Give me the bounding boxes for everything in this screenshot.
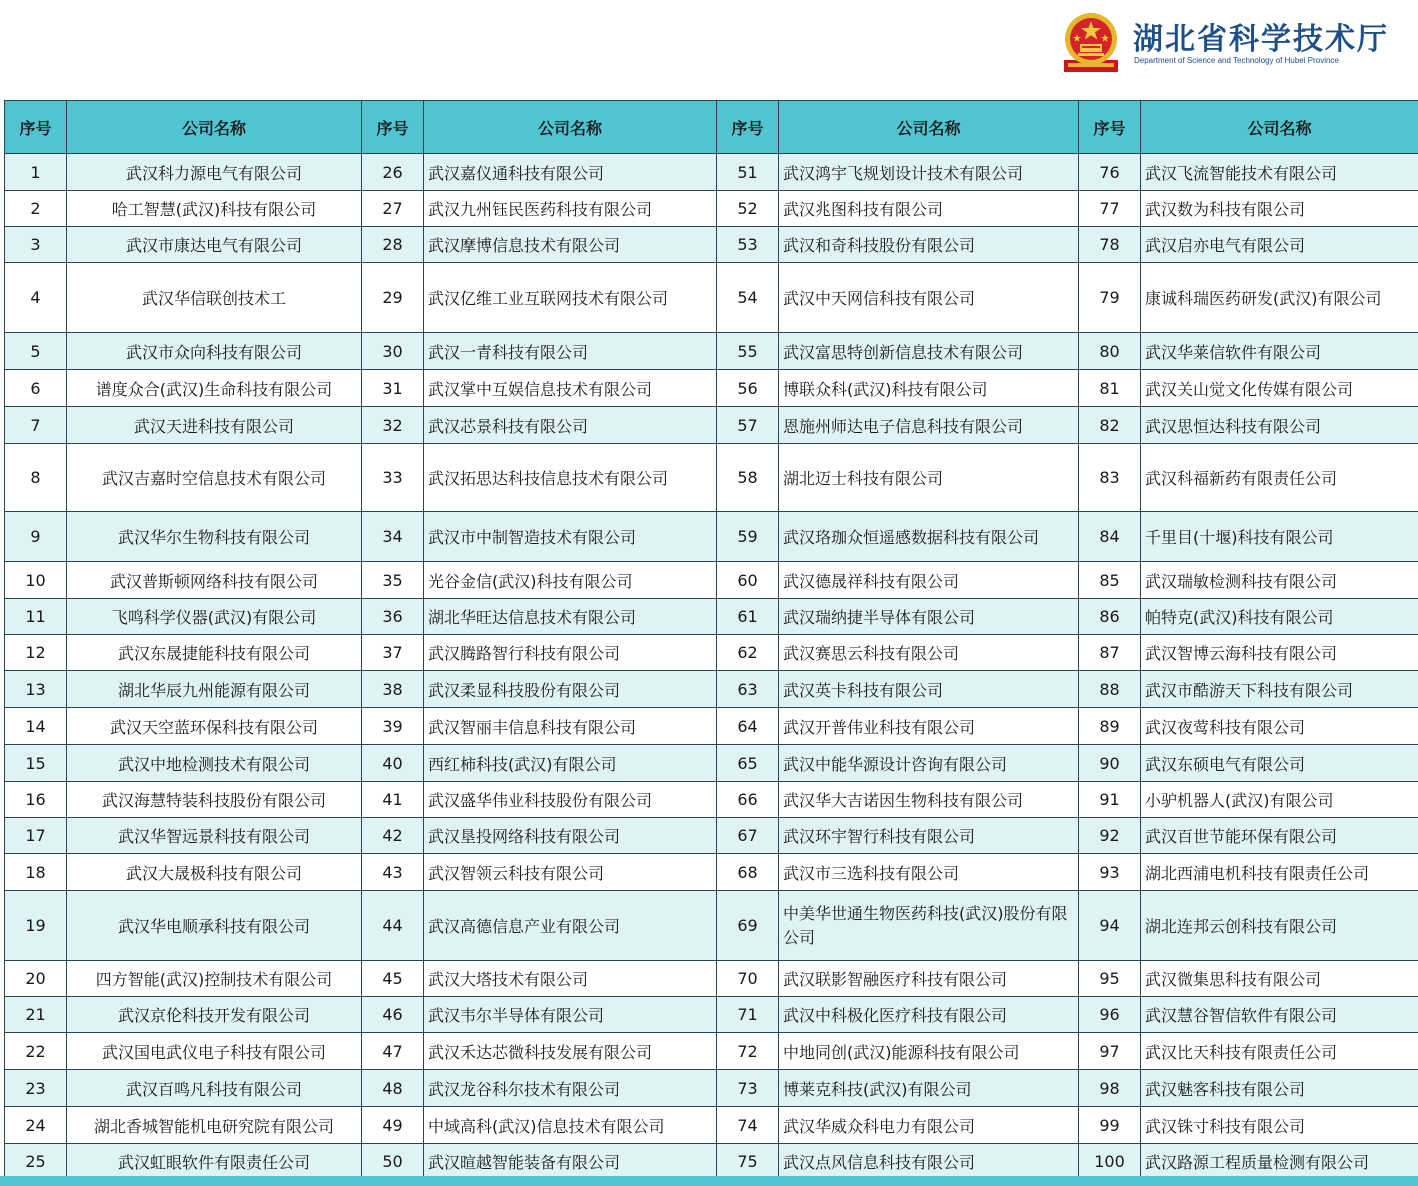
company-name-cell: 武汉环宇智行科技有限公司 [779,818,1079,854]
footer-bar [0,1176,1418,1186]
serial-number-cell: 82 [1079,407,1141,444]
serial-number-cell: 62 [717,635,779,671]
table-row [5,745,1418,782]
serial-number-cell: 31 [362,370,424,407]
company-name-cell: 博联众科(武汉)科技有限公司 [779,370,1079,407]
serial-number-cell: 54 [717,263,779,333]
serial-number-cell: 22 [5,1033,67,1070]
serial-number-cell: 85 [1079,562,1141,599]
serial-number-cell: 15 [5,745,67,782]
company-name-cell: 武汉腾路智行科技有限公司 [424,635,717,671]
serial-number-cell: 17 [5,818,67,854]
serial-number-cell: 5 [5,333,67,370]
serial-number-cell: 90 [1079,745,1141,782]
serial-number-cell: 78 [1079,227,1141,263]
serial-number-cell: 79 [1079,263,1141,333]
serial-number-cell: 46 [362,997,424,1033]
serial-number-cell: 36 [362,599,424,635]
company-name-cell: 武汉华莱信软件有限公司 [1141,333,1418,370]
serial-number-cell: 27 [362,191,424,227]
serial-number-cell: 40 [362,745,424,782]
serial-number-cell: 8 [5,444,67,512]
company-name-cell: 武汉龙谷科尔技术有限公司 [424,1070,717,1107]
serial-number-cell: 77 [1079,191,1141,227]
company-name-cell: 武汉市众向科技有限公司 [67,333,362,370]
company-name-cell: 恩施州师达电子信息科技有限公司 [779,407,1079,444]
company-name-cell: 武汉华信联创技术工 [67,263,362,333]
company-name-cell: 武汉点风信息科技有限公司 [779,1144,1079,1179]
company-name-cell: 武汉海慧特装科技股份有限公司 [67,782,362,818]
serial-number-cell: 4 [5,263,67,333]
serial-number-cell: 53 [717,227,779,263]
company-name-cell: 武汉中科极化医疗科技有限公司 [779,997,1079,1033]
company-name-cell: 武汉一青科技有限公司 [424,333,717,370]
serial-number-cell: 33 [362,444,424,512]
company-name-cell: 武汉九州钰民医药科技有限公司 [424,191,717,227]
serial-number-cell: 80 [1079,333,1141,370]
serial-number-cell: 24 [5,1107,67,1144]
company-name-cell: 武汉瑞敏检测科技有限公司 [1141,562,1418,599]
national-emblem-icon [1060,10,1122,76]
serial-number-cell: 13 [5,671,67,708]
serial-number-cell: 38 [362,671,424,708]
serial-number-cell: 25 [5,1144,67,1179]
serial-number-cell: 28 [362,227,424,263]
table-row [5,635,1418,671]
company-name-cell: 武汉和奇科技股份有限公司 [779,227,1079,263]
company-name-cell: 武汉天空蓝环保科技有限公司 [67,708,362,745]
company-name-cell: 湖北华旺达信息技术有限公司 [424,599,717,635]
table-row [5,154,1418,191]
company-name-cell: 武汉虹眼软件有限责任公司 [67,1144,362,1179]
serial-number-cell: 20 [5,961,67,997]
company-name-cell: 武汉赛思云科技有限公司 [779,635,1079,671]
serial-number-cell: 32 [362,407,424,444]
company-name-cell: 武汉韦尔半导体有限公司 [424,997,717,1033]
serial-number-cell: 39 [362,708,424,745]
serial-number-cell: 23 [5,1070,67,1107]
table-row [5,997,1418,1033]
company-name-cell: 武汉数为科技有限公司 [1141,191,1418,227]
company-name-cell: 武汉大晟极科技有限公司 [67,854,362,891]
company-name-cell: 武汉盛华伟业科技股份有限公司 [424,782,717,818]
table-row [5,407,1418,444]
company-name-cell: 武汉暄越智能装备有限公司 [424,1144,717,1179]
serial-number-cell: 91 [1079,782,1141,818]
serial-number-cell: 29 [362,263,424,333]
serial-number-cell: 61 [717,599,779,635]
serial-number-cell: 68 [717,854,779,891]
serial-number-cell: 95 [1079,961,1141,997]
serial-number-cell: 52 [717,191,779,227]
serial-number-cell: 92 [1079,818,1141,854]
table-row [5,1107,1418,1144]
serial-number-cell: 96 [1079,997,1141,1033]
company-name-cell: 武汉市三选科技有限公司 [779,854,1079,891]
table-row [5,961,1418,997]
table-row [5,854,1418,891]
serial-number-cell: 89 [1079,708,1141,745]
table-row [5,191,1418,227]
table-row [5,671,1418,708]
serial-number-cell: 41 [362,782,424,818]
table-row [5,227,1418,263]
column-header-company: 公司名称 [424,101,717,154]
company-name-cell: 武汉微集思科技有限公司 [1141,961,1418,997]
company-name-cell: 武汉市康达电气有限公司 [67,227,362,263]
company-name-cell: 武汉英卡科技有限公司 [779,671,1079,708]
serial-number-cell: 9 [5,512,67,562]
company-name-cell: 武汉开普伟业科技有限公司 [779,708,1079,745]
serial-number-cell: 55 [717,333,779,370]
company-name-cell: 武汉垦投网络科技有限公司 [424,818,717,854]
column-header-serial: 序号 [362,101,424,154]
company-name-cell: 武汉德晟祥科技有限公司 [779,562,1079,599]
table-row [5,1144,1418,1179]
serial-number-cell: 1 [5,154,67,191]
serial-number-cell: 99 [1079,1107,1141,1144]
serial-number-cell: 73 [717,1070,779,1107]
company-name-cell: 武汉华威众科电力有限公司 [779,1107,1079,1144]
serial-number-cell: 2 [5,191,67,227]
column-header-company: 公司名称 [67,101,362,154]
serial-number-cell: 65 [717,745,779,782]
table-row [5,708,1418,745]
serial-number-cell: 16 [5,782,67,818]
company-name-cell: 哈工智慧(武汉)科技有限公司 [67,191,362,227]
serial-number-cell: 64 [717,708,779,745]
serial-number-cell: 72 [717,1033,779,1070]
company-name-cell: 武汉百世节能环保有限公司 [1141,818,1418,854]
company-name-cell: 四方智能(武汉)控制技术有限公司 [67,961,362,997]
serial-number-cell: 87 [1079,635,1141,671]
serial-number-cell: 86 [1079,599,1141,635]
column-header-serial: 序号 [5,101,67,154]
company-name-cell: 武汉夜莺科技有限公司 [1141,708,1418,745]
company-name-cell: 武汉思恒达科技有限公司 [1141,407,1418,444]
company-name-cell: 湖北香城智能机电研究院有限公司 [67,1107,362,1144]
company-name-cell: 武汉高德信息产业有限公司 [424,891,717,961]
serial-number-cell: 6 [5,370,67,407]
serial-number-cell: 60 [717,562,779,599]
company-name-cell: 武汉京伦科技开发有限公司 [67,997,362,1033]
column-header-company: 公司名称 [779,101,1079,154]
serial-number-cell: 43 [362,854,424,891]
company-name-cell: 武汉兆图科技有限公司 [779,191,1079,227]
serial-number-cell: 93 [1079,854,1141,891]
serial-number-cell: 49 [362,1107,424,1144]
serial-number-cell: 84 [1079,512,1141,562]
company-name-cell: 武汉中天网信科技有限公司 [779,263,1079,333]
serial-number-cell: 48 [362,1070,424,1107]
company-name-cell: 武汉柔显科技股份有限公司 [424,671,717,708]
company-name-cell: 武汉瑞纳捷半导体有限公司 [779,599,1079,635]
serial-number-cell: 45 [362,961,424,997]
company-name-cell: 武汉智丽丰信息科技有限公司 [424,708,717,745]
serial-number-cell: 44 [362,891,424,961]
company-name-cell: 武汉魅客科技有限公司 [1141,1070,1418,1107]
serial-number-cell: 19 [5,891,67,961]
serial-number-cell: 66 [717,782,779,818]
serial-number-cell: 74 [717,1107,779,1144]
company-name-cell: 武汉东晟捷能科技有限公司 [67,635,362,671]
company-name-cell: 武汉天进科技有限公司 [67,407,362,444]
company-name-cell: 武汉富思特创新信息技术有限公司 [779,333,1079,370]
company-name-cell: 光谷金信(武汉)科技有限公司 [424,562,717,599]
serial-number-cell: 69 [717,891,779,961]
table-row [5,599,1418,635]
company-name-cell: 武汉芯景科技有限公司 [424,407,717,444]
company-name-cell: 湖北连邦云创科技有限公司 [1141,891,1418,961]
company-name-cell: 湖北华辰九州能源有限公司 [67,671,362,708]
serial-number-cell: 34 [362,512,424,562]
org-name-en: Department of Science and Technology of Hubei Province [1134,56,1339,65]
table-row [5,782,1418,818]
serial-number-cell: 30 [362,333,424,370]
company-name-cell: 武汉路源工程质量检测有限公司 [1141,1144,1418,1179]
serial-number-cell: 50 [362,1144,424,1179]
company-name-cell: 湖北迈士科技有限公司 [779,444,1079,512]
company-name-cell: 武汉中地检测技术有限公司 [67,745,362,782]
serial-number-cell: 76 [1079,154,1141,191]
table-row [5,818,1418,854]
company-name-cell: 武汉珞珈众恒遥感数据科技有限公司 [779,512,1079,562]
serial-number-cell: 14 [5,708,67,745]
company-name-cell: 中美华世通生物医药科技(武汉)股份有限公司 [779,891,1079,961]
serial-number-cell: 94 [1079,891,1141,961]
serial-number-cell: 35 [362,562,424,599]
company-name-cell: 武汉比天科技有限责任公司 [1141,1033,1418,1070]
serial-number-cell: 3 [5,227,67,263]
company-name-cell: 武汉亿维工业互联网技术有限公司 [424,263,717,333]
company-name-cell: 武汉华电顺承科技有限公司 [67,891,362,961]
column-header-serial: 序号 [1079,101,1141,154]
serial-number-cell: 100 [1079,1144,1141,1179]
table-row [5,1070,1418,1107]
serial-number-cell: 81 [1079,370,1141,407]
company-list-table [4,100,1418,1179]
company-name-cell: 武汉大塔技术有限公司 [424,961,717,997]
serial-number-cell: 56 [717,370,779,407]
company-name-cell: 谱度众合(武汉)生命科技有限公司 [67,370,362,407]
serial-number-cell: 18 [5,854,67,891]
company-name-cell: 武汉禾达芯微科技发展有限公司 [424,1033,717,1070]
serial-number-cell: 10 [5,562,67,599]
serial-number-cell: 7 [5,407,67,444]
company-name-cell: 武汉东硕电气有限公司 [1141,745,1418,782]
table-row [5,444,1418,512]
table-row [5,891,1418,961]
company-name-cell: 武汉科力源电气有限公司 [67,154,362,191]
company-name-cell: 湖北西浦电机科技有限责任公司 [1141,854,1418,891]
company-name-cell: 武汉铢寸科技有限公司 [1141,1107,1418,1144]
company-name-cell: 康诚科瑞医药研发(武汉)有限公司 [1141,263,1418,333]
company-name-cell: 武汉华智远景科技有限公司 [67,818,362,854]
page-header [0,0,1418,100]
company-name-cell: 武汉启亦电气有限公司 [1141,227,1418,263]
serial-number-cell: 51 [717,154,779,191]
company-name-cell: 武汉飞流智能技术有限公司 [1141,154,1418,191]
company-name-cell: 武汉慧谷智信软件有限公司 [1141,997,1418,1033]
serial-number-cell: 37 [362,635,424,671]
company-name-cell: 博莱克科技(武汉)有限公司 [779,1070,1079,1107]
serial-number-cell: 58 [717,444,779,512]
company-name-cell: 武汉联影智融医疗科技有限公司 [779,961,1079,997]
company-name-cell: 武汉嘉仪通科技有限公司 [424,154,717,191]
company-name-cell: 武汉普斯顿网络科技有限公司 [67,562,362,599]
company-name-cell: 中域高科(武汉)信息技术有限公司 [424,1107,717,1144]
table-row [5,1033,1418,1070]
company-name-cell: 武汉市酷游天下科技有限公司 [1141,671,1418,708]
company-name-cell: 西红柿科技(武汉)有限公司 [424,745,717,782]
serial-number-cell: 21 [5,997,67,1033]
company-name-cell: 帕特克(武汉)科技有限公司 [1141,599,1418,635]
serial-number-cell: 75 [717,1144,779,1179]
serial-number-cell: 57 [717,407,779,444]
column-header-company: 公司名称 [1141,101,1418,154]
serial-number-cell: 11 [5,599,67,635]
serial-number-cell: 12 [5,635,67,671]
company-name-cell: 武汉掌中互娱信息技术有限公司 [424,370,717,407]
serial-number-cell: 47 [362,1033,424,1070]
serial-number-cell: 98 [1079,1070,1141,1107]
serial-number-cell: 26 [362,154,424,191]
company-name-cell: 千里目(十堰)科技有限公司 [1141,512,1418,562]
table-row [5,512,1418,562]
serial-number-cell: 88 [1079,671,1141,708]
company-name-cell: 武汉国电武仪电子科技有限公司 [67,1033,362,1070]
company-name-cell: 武汉市中制智造技术有限公司 [424,512,717,562]
org-name-cn: 湖北省科学技术厅 [1133,22,1389,57]
company-name-cell: 武汉摩博信息技术有限公司 [424,227,717,263]
table-row [5,562,1418,599]
column-header-serial: 序号 [717,101,779,154]
table-row [5,333,1418,370]
serial-number-cell: 70 [717,961,779,997]
serial-number-cell: 63 [717,671,779,708]
company-name-cell: 小驴机器人(武汉)有限公司 [1141,782,1418,818]
company-name-cell: 武汉华大吉诺因生物科技有限公司 [779,782,1079,818]
table-row [5,370,1418,407]
serial-number-cell: 83 [1079,444,1141,512]
serial-number-cell: 97 [1079,1033,1141,1070]
company-name-cell: 武汉百鸣凡科技有限公司 [67,1070,362,1107]
company-name-cell: 武汉智领云科技有限公司 [424,854,717,891]
company-name-cell: 武汉智博云海科技有限公司 [1141,635,1418,671]
company-name-cell: 武汉科福新药有限责任公司 [1141,444,1418,512]
company-name-cell: 武汉吉嘉时空信息技术有限公司 [67,444,362,512]
table-row [5,263,1418,333]
company-name-cell: 武汉关山觉文化传媒有限公司 [1141,370,1418,407]
company-name-cell: 飞鸣科学仪器(武汉)有限公司 [67,599,362,635]
table-header-row [5,101,1418,154]
company-name-cell: 武汉鸿宇飞规划设计技术有限公司 [779,154,1079,191]
company-name-cell: 武汉中能华源设计咨询有限公司 [779,745,1079,782]
company-name-cell: 武汉华尔生物科技有限公司 [67,512,362,562]
serial-number-cell: 67 [717,818,779,854]
company-name-cell: 中地同创(武汉)能源科技有限公司 [779,1033,1079,1070]
serial-number-cell: 42 [362,818,424,854]
serial-number-cell: 59 [717,512,779,562]
serial-number-cell: 71 [717,997,779,1033]
company-name-cell: 武汉拓思达科技信息技术有限公司 [424,444,717,512]
